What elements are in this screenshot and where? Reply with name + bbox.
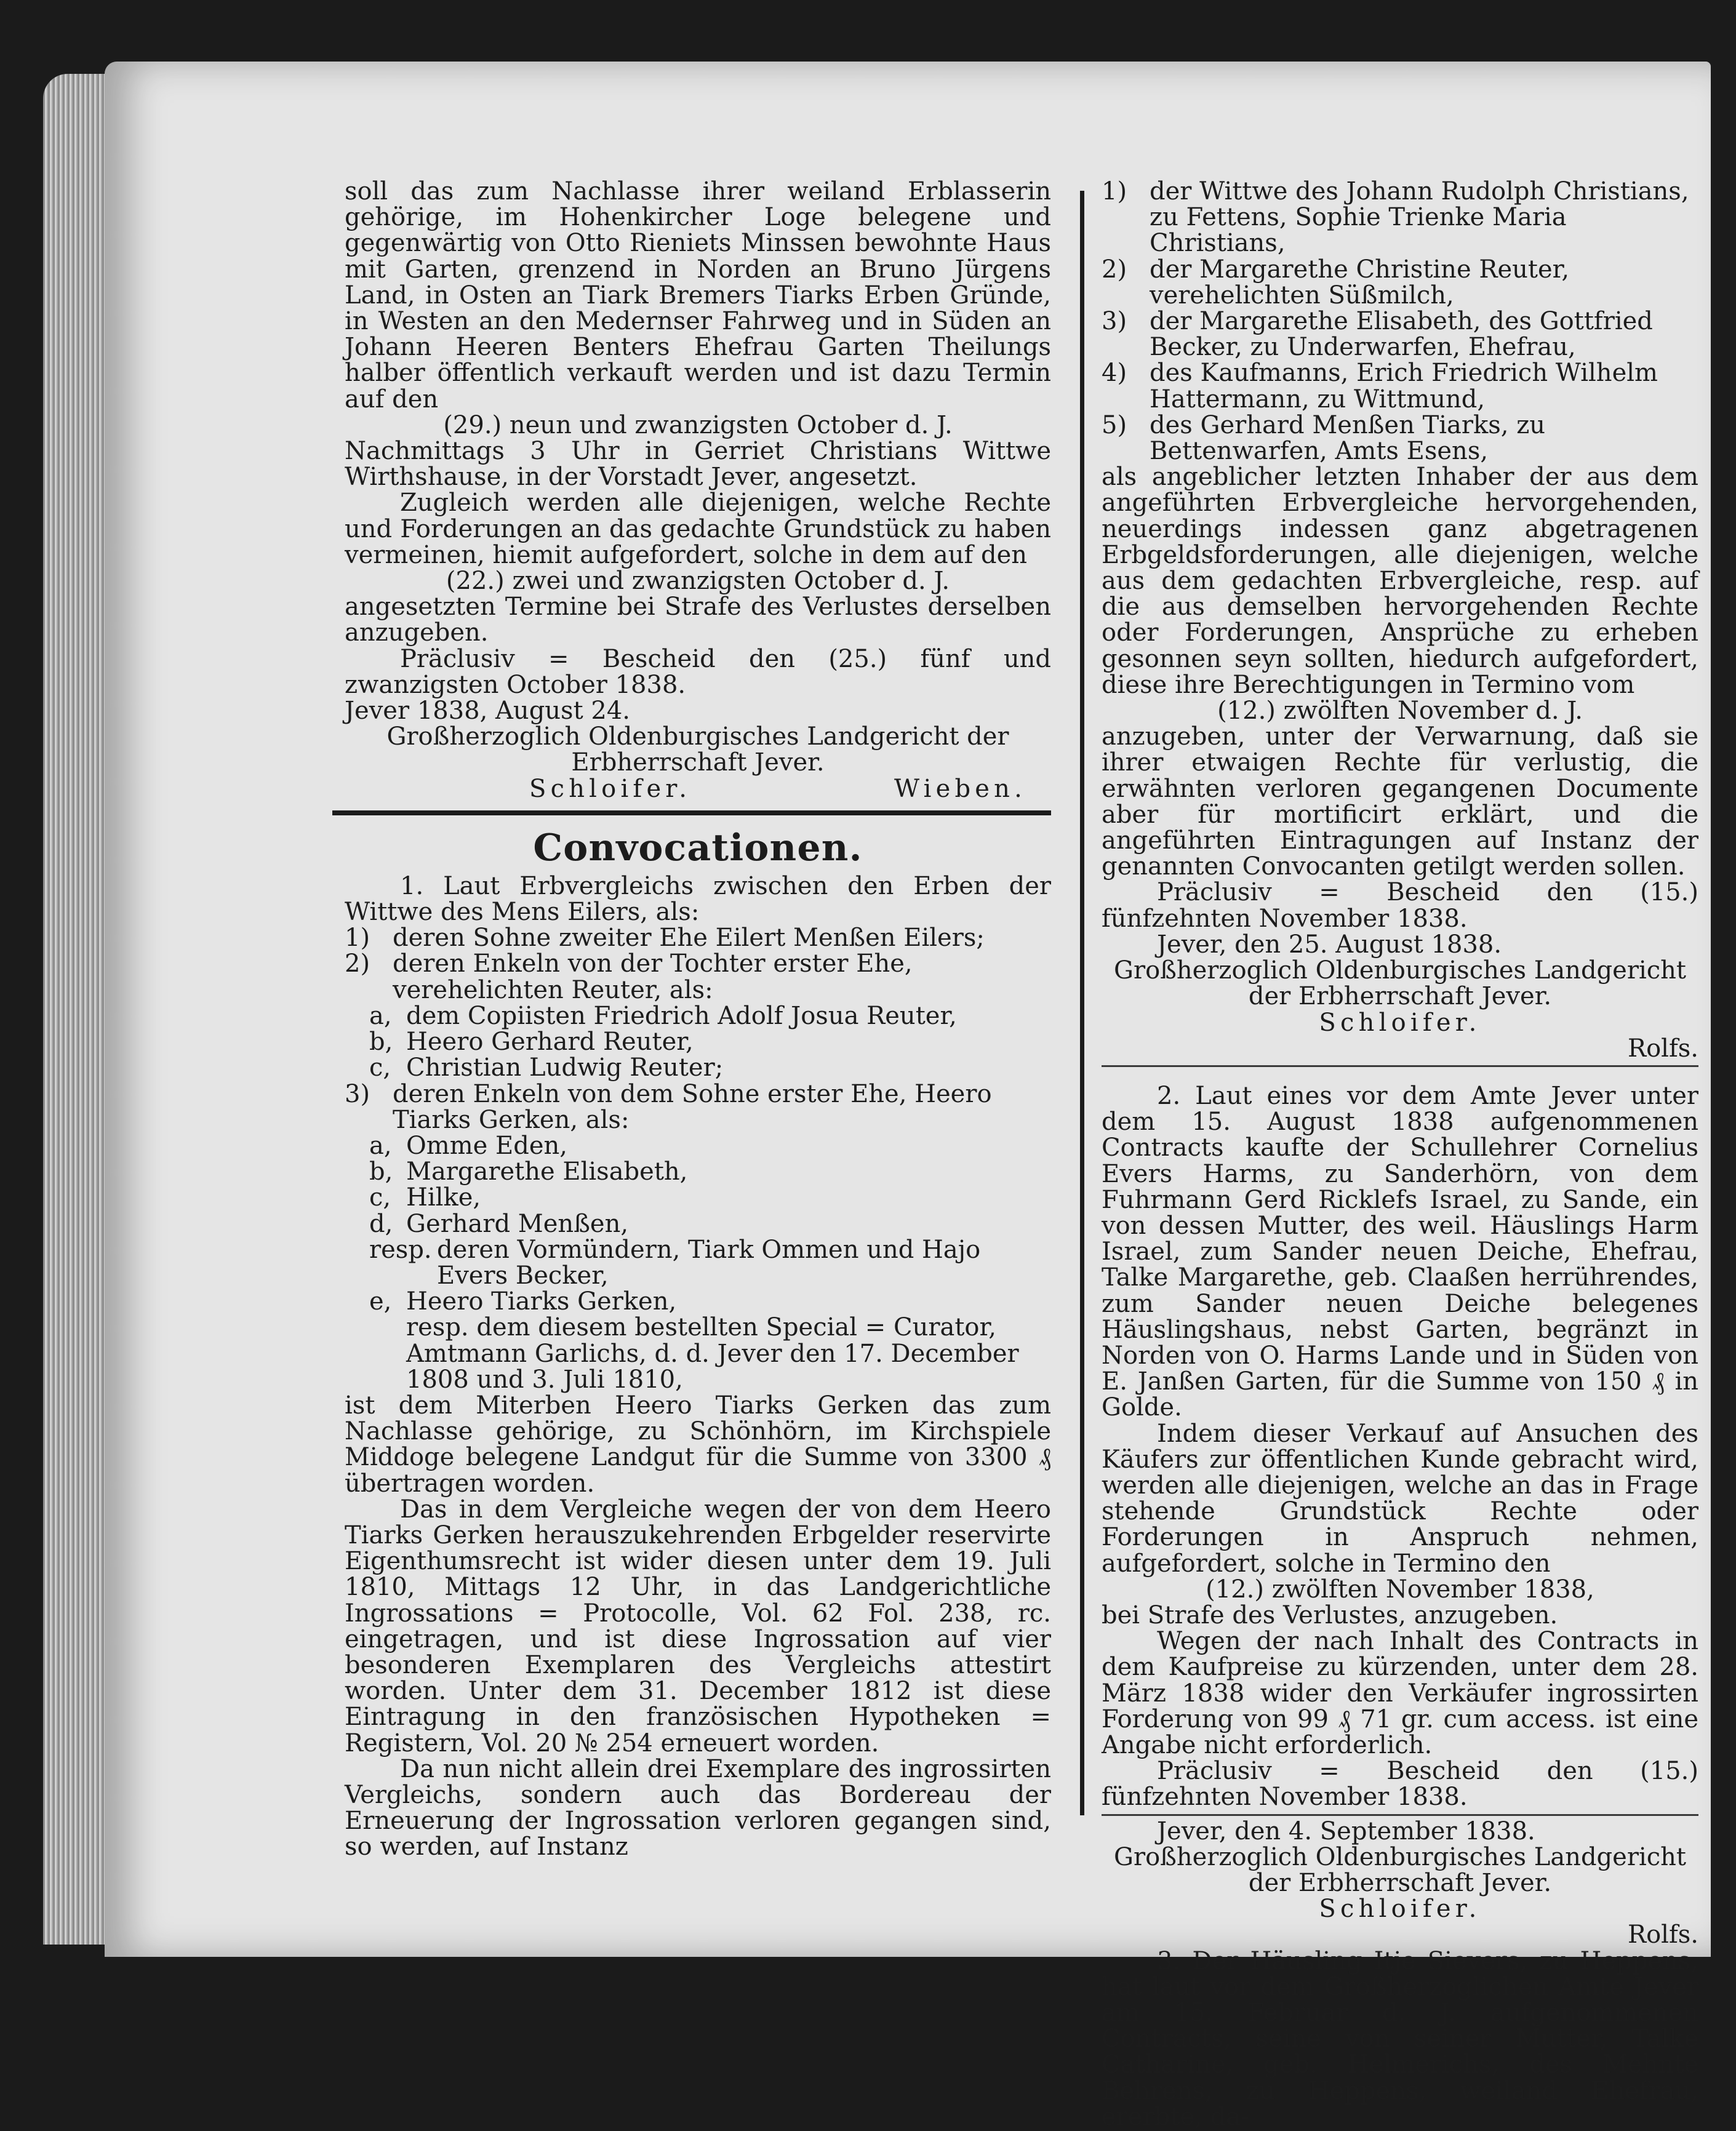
date-line: (12.) zwölften November d. J. bbox=[1217, 697, 1583, 726]
claimant-item bbox=[1102, 412, 1698, 464]
signature: Schloifer. bbox=[529, 774, 692, 803]
item-letter: e, bbox=[369, 1287, 392, 1316]
section-rule bbox=[1102, 1065, 1698, 1067]
body-paragraph: Indem dieser Verkauf auf Ansuchen des Käufers zur öffentlichen Kunde gebracht wird, werden alle diejenigen, welche an das in Frage stehende Grundstück Rechte oder Forderungen in Anspruch nehmen, aufgefordert, solche in Termino den bbox=[1102, 1419, 1698, 1578]
section-rule bbox=[332, 810, 1051, 815]
praeclusiv-line: Präclusiv = Bescheid den (15.) fünfzehnten November 1838. bbox=[1102, 878, 1698, 933]
place-date: Jever, den 25. August 1838. bbox=[1157, 930, 1502, 959]
item-number: 5) bbox=[1102, 410, 1127, 439]
heir-item bbox=[345, 1081, 1051, 1133]
item-number: 2) bbox=[1102, 255, 1127, 284]
item-text: Christian Ludwig Reuter; bbox=[406, 1054, 724, 1082]
sub-item bbox=[345, 1289, 1051, 1314]
item-letter: resp. bbox=[369, 1235, 432, 1264]
court-name: Großherzoglich Oldenburgisches Landgericht der Erbherrschaft Jever. bbox=[386, 722, 1009, 777]
item-letter: b, bbox=[369, 1157, 393, 1186]
court-name: Großherzoglich Oldenburgisches Landgericht der Erbherrschaft Jever. bbox=[1114, 956, 1686, 1011]
item-letter: a, bbox=[369, 1131, 392, 1160]
claimant-item bbox=[1102, 178, 1698, 257]
body-paragraph: Da nun nicht allein drei Exemplare des ingrossirten Vergleichs, sondern auch das Bordereau der Erneuerung der Ingrossation verloren gegangen sind, so werden, auf Instanz bbox=[345, 1754, 1051, 1861]
signature-row bbox=[345, 776, 1051, 802]
item-number: 4) bbox=[1102, 359, 1127, 388]
court-name: Großherzoglich Oldenburgisches Landgericht der Erbherrschaft Jever. bbox=[1114, 1842, 1686, 1897]
item-text: Omme Eden, bbox=[406, 1131, 567, 1160]
intro-paragraph: Nachmittags 3 Uhr in Gerriet Christians Wittwe Wirthshause, in der Vorstadt Jever, angesetzt. bbox=[345, 437, 1051, 492]
praeclusiv-line: Präclusiv = Bescheid den (25.) fünf und zwanzigsten October 1838. bbox=[345, 644, 1051, 699]
sub-item bbox=[345, 1314, 1051, 1393]
heir-item bbox=[345, 925, 1051, 951]
item-letter: c, bbox=[369, 1054, 391, 1082]
body-paragraph: anzugeben, unter der Verwarnung, daß sie ihrer etwaigen Rechte für verlustig, die erwähnten verloren gegangenen Documente aber für mortificirt erklärt, und die angeführten Eintragungen auf Instanz der genannten Convocanten getilgt werden sollen. bbox=[1102, 722, 1698, 881]
item-text: deren Enkeln von der Tochter erster Ehe, verehelichten Reuter, als: bbox=[393, 950, 913, 1004]
convocation-1-intro: 1. Laut Erbvergleichs zwischen den Erben der Wittwe des Mens Eilers, als: bbox=[345, 871, 1051, 927]
claimant-item bbox=[1102, 308, 1698, 360]
left-column bbox=[345, 178, 1051, 1860]
item-letter: a, bbox=[369, 1001, 392, 1030]
sub-item bbox=[345, 1133, 1051, 1159]
sub-item bbox=[345, 1029, 1051, 1055]
intro-paragraph: angesetzten Termine bei Strafe des Verlustes derselben anzugeben. bbox=[345, 593, 1051, 647]
place-date: Jever, den 4. September 1838. bbox=[1157, 1817, 1535, 1845]
item-letter: b, bbox=[369, 1028, 393, 1057]
item-text: des Kaufmanns, Erich Friedrich Wilhelm Hattermann, zu Wittmund, bbox=[1150, 359, 1658, 414]
item-number: 3) bbox=[345, 1079, 370, 1108]
date-line: (22.) zwei und zwanzigsten October d. J. bbox=[446, 567, 950, 596]
sub-item bbox=[345, 1237, 1051, 1289]
body-paragraph: Das in dem Vergleiche wegen der von dem Heero Tiarks Gerken herauszukehrenden Erbgelder reservirte Eigenthumsrecht ist wider diesen unter dem 19. Juli 1810, Mittags 12 Uhr, in das Landgerichtliche Ingrossations = Protocolle, Vol. 62 Fol. 238, rc. eingetragen, und ist diese Ingrossation auf vier besonderen Exemplaren des Vergleichs attestirt worden. Unter dem 31. December 1812 ist diese Eintragung in den französischen Hypotheken = Registern, Vol. 20 № 254 erneuert worden. bbox=[345, 1495, 1051, 1757]
sub-item bbox=[345, 1003, 1051, 1029]
right-column bbox=[1102, 178, 1698, 2130]
item-letter: c, bbox=[369, 1183, 391, 1212]
convocation-2: 2. Laut eines vor dem Amte Jever unter dem 15. August 1838 aufgenommenen Contracts kaufte der Schullehrer Cornelius Evers Harms, zu Sanderhörn, von dem Fuhrmann Gerd Ricklefs Israel, zu Sande, ein von dessen Mutter, des weil. Häuslings Harm Israel, zum Sander neuen Deiche, Ehefrau, Talke Margarethe, geb. Claaßen herrührendes, zum Sander neuen Deiche belegenes Häuslingshaus, nebst Garten, begränzt in Norden von O. Harms Lande und in Süden von E. Janßen Garten, für die Summe von 150 ₰ in Golde. bbox=[1102, 1081, 1698, 1422]
item-number: 1) bbox=[345, 924, 370, 953]
convocation-3: 3. Der Häusling Itje Sievers, zu Heppens, hat laut vor dem Großherzoglichen Amte Jever am 15. Februar d. J. aufgenommenen Contracts, seine von seiner Mutter, Talke Catharine, geb. Helmerichs, des Mehnte Behrens, zu Heppens, weiland Ehefrau, ererbte, da- bbox=[1102, 1946, 1698, 2131]
item-text: deren Sohne zweiter Ehe Eilert Menßen Eilers; bbox=[393, 924, 985, 953]
body-paragraph: ist dem Miterben Heero Tiarks Gerken das zum Nachlasse gehörige, zu Schönhörn, im Kirchspiele Middoge belegene Landgut für die Summe von 3300 ₰ übertragen worden. bbox=[345, 1391, 1051, 1498]
sub-item bbox=[345, 1211, 1051, 1237]
section-heading: Convocationen. bbox=[533, 826, 863, 870]
item-text: des Gerhard Menßen Tiarks, zu Bettenwarfen, Amts Esens, bbox=[1150, 410, 1546, 466]
intro-paragraph: soll das zum Nachlasse ihrer weiland Erblasserin gehörige, im Hohenkircher Loge belegene und gegenwärtig von Otto Rieniets Minssen bewohnte Haus mit Garten, grenzend in Norden an Bruno Jürgens Land, in Osten an Tiark Bremers Tiarks Erben Gründe, in Westen an den Medernser Fahrweg und in Süden an Johann Heeren Benters Ehefrau Garten Theilungs halber öffentlich verkauft werden und ist dazu Termin auf den bbox=[345, 177, 1051, 414]
item-text: Heero Tiarks Gerken, bbox=[406, 1287, 677, 1316]
intro-paragraph: Zugleich werden alle diejenigen, welche Rechte und Forderungen an das gedachte Grundstück zu haben vermeinen, hiemit aufgefordert, solche in dem auf den bbox=[345, 489, 1051, 569]
item-letter bbox=[369, 1314, 406, 1393]
praeclusiv-line: Präclusiv = Bescheid den (15.) fünfzehnten November 1838. bbox=[1102, 1757, 1698, 1812]
signature: Schloifer. bbox=[1319, 1895, 1481, 1924]
date-line: (29.) neun und zwanzigsten October d. J. bbox=[443, 410, 953, 439]
body-paragraph: als angeblicher letzten Inhaber der aus dem angeführten Erbvergleiche hervorgehenden, neuerdings indessen ganz abgetragenen Erbgeldsforderungen, alle diejenigen, welche aus dem gedachten Erbvergleiche, resp. auf die aus demselben hervorgehenden Rechte oder Forderungen, Ansprüche zu erheben gesonnen seyn sollten, hiedurch aufgefordert, diese ihre Berechtigungen in Termino vom bbox=[1102, 463, 1698, 699]
signature: Rolfs. bbox=[1627, 1034, 1698, 1063]
item-number: 3) bbox=[1102, 307, 1127, 336]
item-text: deren Enkeln von dem Sohne erster Ehe, Heero Tiarks Gerken, als: bbox=[393, 1079, 992, 1134]
item-text: der Margarethe Christine Reuter, verehelichten Süßmilch, bbox=[1150, 255, 1570, 310]
sub-item bbox=[345, 1159, 1051, 1185]
item-text: Margarethe Elisabeth, bbox=[406, 1157, 688, 1186]
sub-item bbox=[345, 1185, 1051, 1210]
place-date: Jever 1838, August 24. bbox=[345, 697, 630, 726]
signature: Wieben. bbox=[894, 774, 1026, 803]
spacer bbox=[1102, 1069, 1698, 1083]
column-divider bbox=[1080, 191, 1084, 1815]
heir-item bbox=[345, 951, 1051, 1002]
item-text: deren Vormündern, Tiark Ommen und Hajo Evers Becker, bbox=[437, 1235, 981, 1290]
signature: Schloifer. bbox=[1319, 1008, 1481, 1037]
body-paragraph: Wegen der nach Inhalt des Contracts in dem Kaufpreise zu kürzenden, unter dem 28. März 1838 wider den Verkäufer ingrossirten Forderung von 99 ₰ 71 gr. cum access. ist eine Angabe nicht erforderlich. bbox=[1102, 1627, 1698, 1759]
item-text: Gerhard Menßen, bbox=[406, 1209, 629, 1238]
item-text: Heero Gerhard Reuter, bbox=[406, 1028, 694, 1057]
section-rule bbox=[1102, 1814, 1698, 1816]
claimant-item bbox=[1102, 360, 1698, 412]
item-number: 1) bbox=[1102, 177, 1127, 206]
claimant-item bbox=[1102, 257, 1698, 308]
item-text: Hilke, bbox=[406, 1183, 481, 1212]
sub-item bbox=[345, 1055, 1051, 1081]
item-text: der Margarethe Elisabeth, des Gottfried Becker, zu Underwarfen, Ehefrau, bbox=[1150, 307, 1653, 362]
date-line: (12.) zwölften November 1838, bbox=[1206, 1575, 1594, 1604]
signature: Rolfs. bbox=[1627, 1921, 1698, 1949]
item-letter: d, bbox=[369, 1209, 393, 1238]
item-text: resp. dem diesem bestellten Special = Curator, Amtmann Garlichs, d. d. Jever den 17. December 1808 und 3. Juli 1810, bbox=[406, 1313, 1019, 1394]
item-text: dem Copiisten Friedrich Adolf Josua Reuter, bbox=[406, 1001, 957, 1030]
item-text: der Wittwe des Johann Rudolph Christians, zu Fettens, Sophie Trienke Maria Christians, bbox=[1150, 177, 1689, 258]
body-paragraph: bei Strafe des Verlustes, anzugeben. bbox=[1102, 1601, 1558, 1629]
item-number: 2) bbox=[345, 950, 370, 978]
